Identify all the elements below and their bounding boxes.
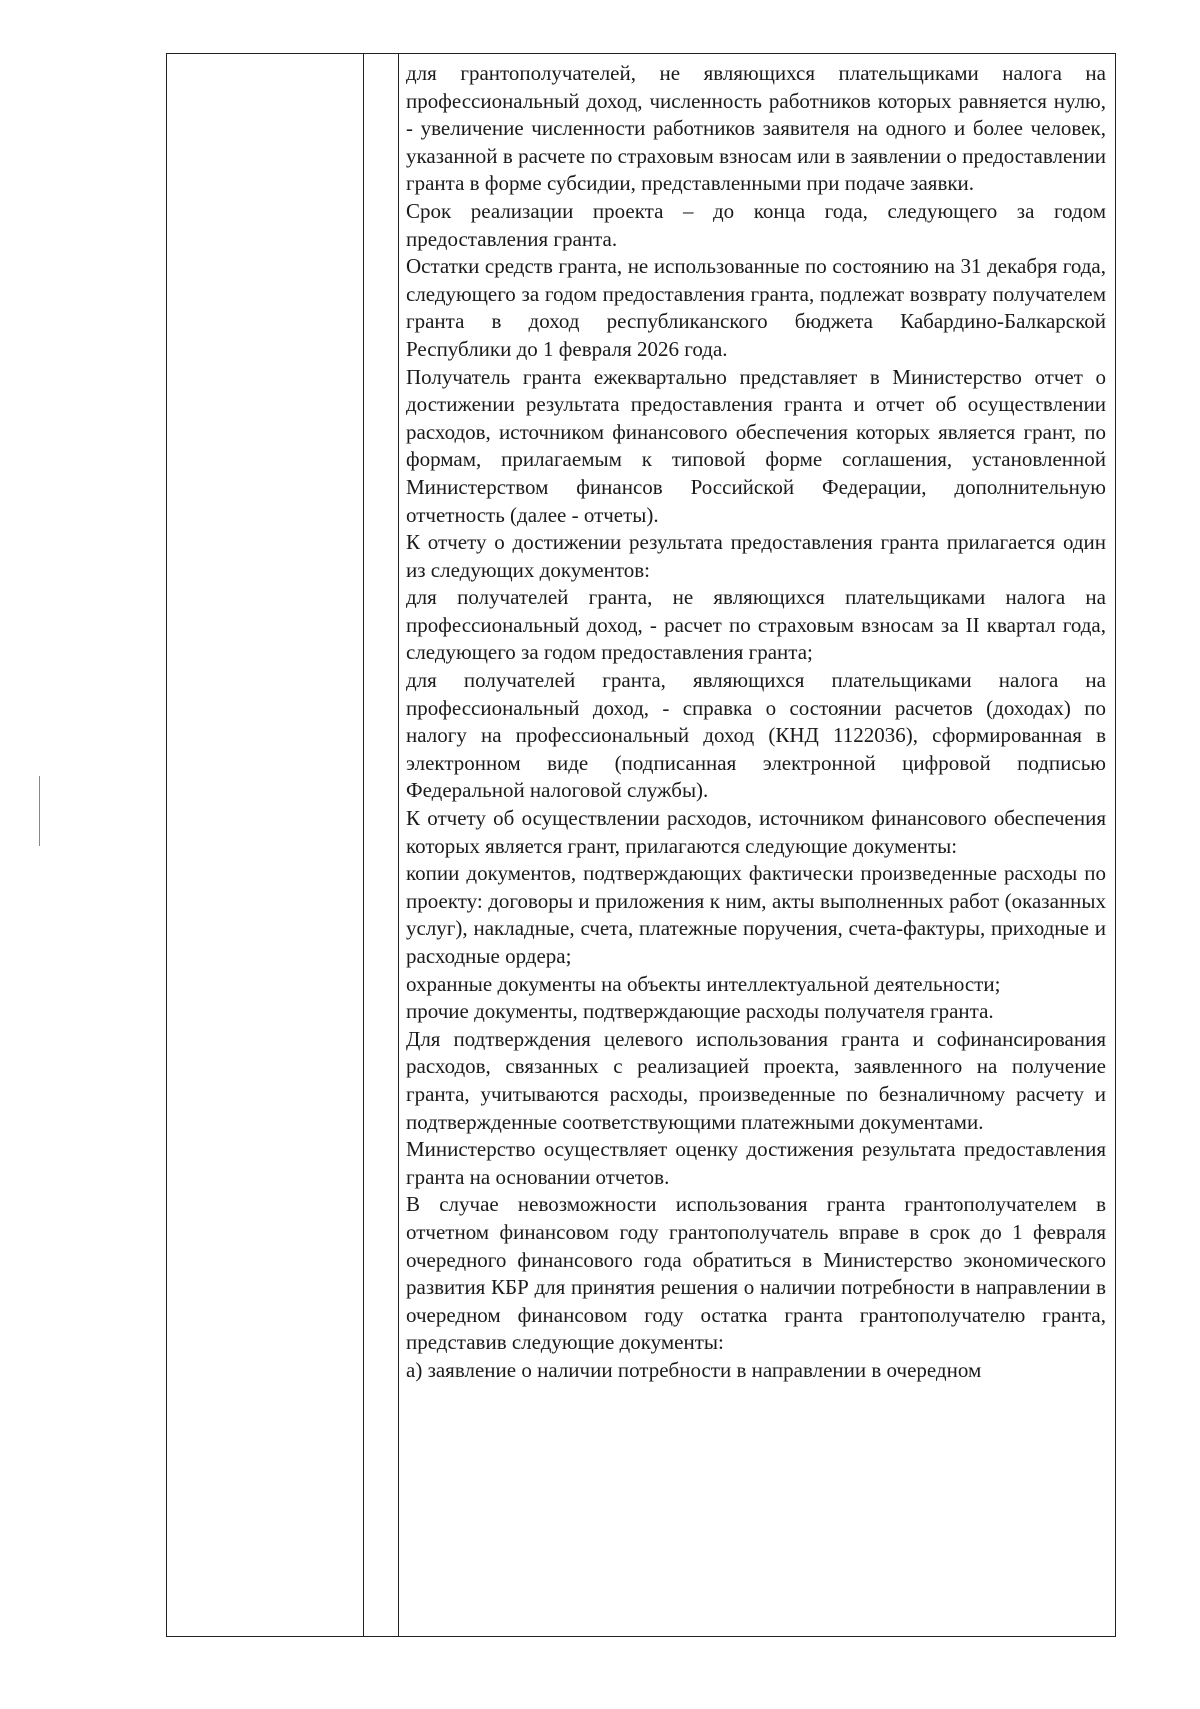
paragraph: Получатель гранта ежеквартально представляет в Министерство отчет о достижении результата предоставления гранта и отчет об осуществлении расходов, источником финансового обеспечения которых является грант, по формам, прилагаемым к типовой форме соглашения, установленной Министерством финансов Российской Федерации, дополнительную отчетность (далее - отчеты). — [406, 364, 1106, 527]
paragraph: для получателей гранта, являющихся плательщиками налога на профессиональный доход, - справка о состоянии расчетов (доходах) по налогу на профессиональный доход (КНД 1122036), сформированная в электронном виде (подписанная электронной цифровой подписью Федеральной налоговой службы). — [406, 668, 1106, 803]
table-column-divider — [398, 53, 399, 1637]
paragraph: копии документов, подтверждающих фактически произведенные расходы по проекту: договоры и приложения к ним, акты выполненных работ (оказанных услуг), накладные, счета, платежные поручения, счета-фактуры, приходные и расходные ордера; — [406, 861, 1106, 968]
paragraph: Министерство осуществляет оценку достижения результата предоставления гранта на основании отчетов. — [406, 1137, 1106, 1189]
scan-margin-line — [39, 776, 40, 846]
paragraph: К отчету о достижении результата предоставления гранта прилагается один из следующих документов: — [406, 530, 1106, 582]
paragraph: для получателей гранта, не являющихся плательщиками налога на профессиональный доход, - расчет по страховым взносам за II квартал года, следующего за годом предоставления гранта; — [406, 585, 1106, 665]
paragraph: Для подтверждения целевого использования гранта и софинансирования расходов, связанных с реализацией проекта, заявленного на получение гранта, учитываются расходы, произведенные по безналичному расчету и подтвержденные соответствующими платежными документами. — [406, 1026, 1106, 1134]
paragraph: для грантополучателей, не являющихся плательщиками налога на профессиональный доход, численность работников которых равняется нулю, - увеличение численности работников заявителя на одного и более человек, указанной в расчете по страховым взносам или в заявлении о предоставлении гранта в форме субсидии, представленными при подаче заявки. — [406, 61, 1106, 196]
paragraph: К отчету об осуществлении расходов, источником финансового обеспечения которых является грант, прилагаются следующие документы: — [406, 806, 1106, 858]
paragraph: В случае невозможности использования гранта грантополучателем в отчетном финансовом году грантополучатель вправе в срок до 1 февраля очередного финансового года обратиться в Министерство экономического развития КБР для принятия решения о наличии потребности в направлении в очередном финансовом году остатка гранта грантополучателю гранта, представив следующие документы: — [406, 1192, 1106, 1355]
paragraph: Срок реализации проекта – до конца года, следующего за годом предоставления гранта. — [406, 198, 1106, 251]
paragraph: прочие документы, подтверждающие расходы получателя гранта. — [406, 999, 994, 1024]
table-cell-content — [406, 60, 1106, 1635]
paragraph: Остатки средств гранта, не использованные по состоянию на 31 декабря года, следующего за годом предоставления гранта, подлежат возврату получателем гранта в доход республиканского бюджета Кабардино-Балкарской Республики до 1 февраля 2026 года. — [406, 254, 1106, 361]
paragraph: а) заявление о наличии потребности в направлении в очередном — [406, 1357, 982, 1382]
table-cell-empty — [167, 54, 362, 1636]
paragraph: охранные документы на объекты интеллектуальной деятельности; — [406, 971, 1001, 996]
table-column-divider — [363, 53, 364, 1637]
